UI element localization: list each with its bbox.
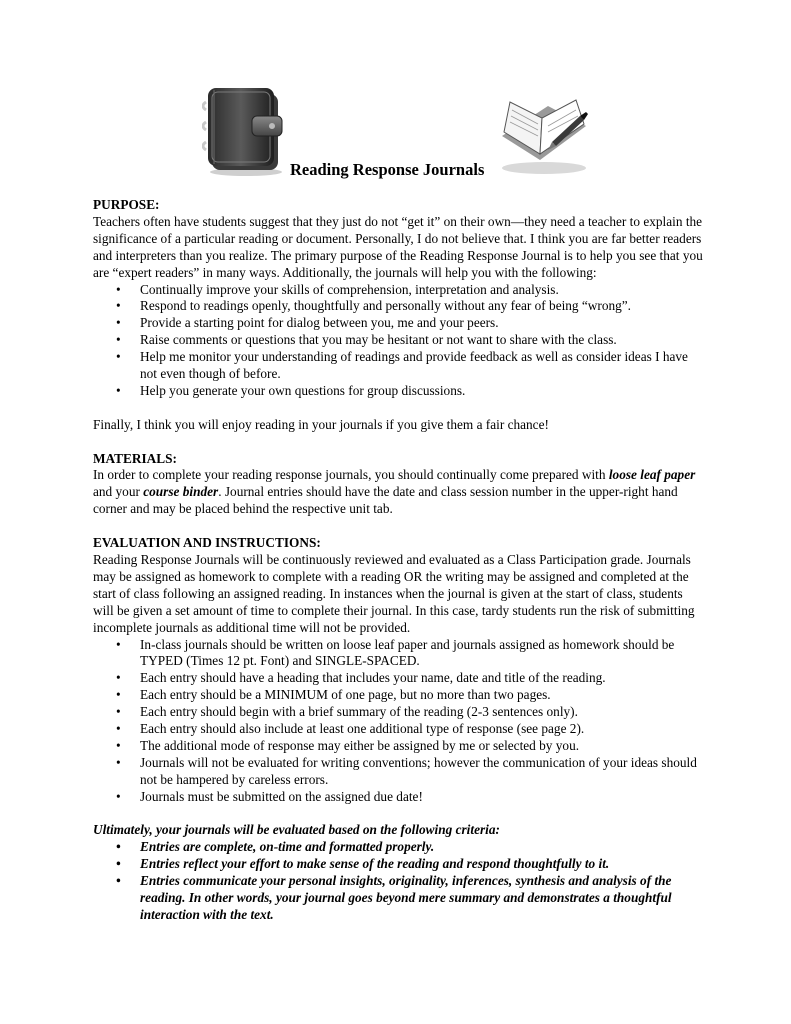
list-item: • Provide a starting point for dialog between you, me and your peers. [93, 315, 705, 332]
list-item: • Journals will not be evaluated for writing conventions; however the communication of your ideas should not be hampered by careless errors. [93, 755, 705, 789]
list-item: • Help you generate your own questions for group discussions. [93, 383, 705, 400]
materials-text-part: In order to complete your reading response journals, you should continually come prepared with [93, 467, 609, 483]
materials-text-part: . Journal entries should have the date and class session number in the upper-right hand corner and may be placed behind the respective unit tab. [93, 484, 678, 517]
criteria-section [93, 822, 705, 923]
purpose-intro: Teachers often have students suggest that they just do not “get it” on their own—they need a teacher to explain the significance of a particular reading or document. Personally, I do not believe that. I think you are far better readers and interpreters than you realize. The primary purpose of the Reading Response Journal is to help you see that you are “expert readers” in many ways. Additionally, the journals will help you with the following: [93, 213, 703, 280]
page-title: Reading Response Journals [290, 160, 485, 179]
list-item: • Entries reflect your effort to make sense of the reading and respond thoughtfully to it. [93, 856, 705, 873]
list-item: • Each entry should begin with a brief summary of the reading (2-3 sentences only). [93, 704, 705, 721]
evaluation-section [93, 535, 705, 806]
list-item: • Entries are complete, on-time and formatted properly. [93, 839, 705, 856]
open-book-pen-icon [496, 96, 592, 176]
criteria-heading: Ultimately, your journals will be evaluated based on the following criteria: [93, 822, 500, 838]
evaluation-intro: Reading Response Journals will be continuously reviewed and evaluated as a Class Participation grade. Journals may be assigned as homework to complete with a reading OR the writing may be assigned and completed at the start of class following an assigned reading. In instances when the journal is given at the start of class, students will be given a set amount of time to complete their journal. In this case, tardy students run the risk of submitting incomplete journals as additional time will not be provided. [93, 551, 695, 635]
list-item: • Each entry should also include at least one additional type of response (see page 2). [93, 721, 705, 738]
materials-section [93, 451, 705, 519]
list-item: • The additional mode of response may either be assigned by me or selected by you. [93, 738, 705, 755]
purpose-section [93, 197, 705, 434]
materials-heading: MATERIALS: [93, 450, 177, 466]
planner-icon [202, 84, 286, 176]
evaluation-list [93, 637, 705, 806]
materials-emphasis-binder: course binder [143, 484, 219, 500]
purpose-heading: PURPOSE: [93, 197, 160, 212]
document-body [93, 197, 705, 924]
materials-emphasis-loose-leaf: loose leaf paper [608, 467, 696, 483]
list-item: • Each entry should have a heading that includes your name, date and title of the reading. [93, 670, 705, 687]
list-item: • Respond to readings openly, thoughtfully and personally without any fear of being “wrong”. [93, 298, 705, 315]
list-item: • Each entry should be a MINIMUM of one page, but no more than two pages. [93, 687, 705, 704]
materials-text [93, 467, 705, 518]
list-item: • Journals must be submitted on the assigned due date! [93, 789, 705, 806]
list-item: • Entries communicate your personal insights, originality, inferences, synthesis and analysis of the reading. In other words, your journal goes beyond mere summary and demonstrates a thoughtful interaction with the text. [93, 873, 705, 924]
purpose-list [93, 282, 705, 400]
criteria-list [93, 839, 705, 924]
list-item: • Raise comments or questions that you may be hesitant or not want to share with the class. [93, 332, 705, 349]
list-item: • Continually improve your skills of comprehension, interpretation and analysis. [93, 282, 705, 299]
list-item: • In-class journals should be written on loose leaf paper and journals assigned as homework should be TYPED (Times 12 pt. Font) and SINGLE-SPACED. [93, 637, 705, 671]
list-item: • Help me monitor your understanding of readings and provide feedback as well as consider ideas I have not even though of before. [93, 349, 705, 383]
evaluation-heading: EVALUATION AND INSTRUCTIONS: [93, 535, 321, 551]
purpose-closing: Finally, I think you will enjoy reading in your journals if you give them a fair chance! [93, 416, 549, 432]
materials-text-part: and your [93, 484, 144, 500]
